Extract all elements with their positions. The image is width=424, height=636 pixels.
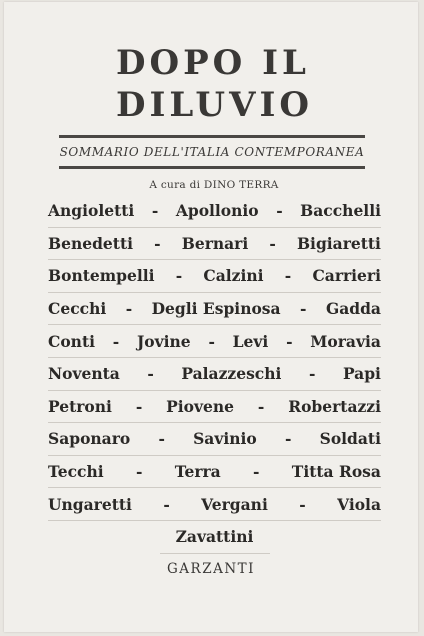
author-name: Palazzeschi	[181, 364, 282, 384]
separator-dash: -	[253, 462, 260, 482]
separator-dash: -	[300, 299, 307, 319]
author-row	[48, 456, 381, 489]
author-name: Jovine	[136, 331, 191, 351]
author-row	[48, 260, 381, 293]
author-name: Degli Espinosa	[151, 299, 281, 319]
author-name: Moravia	[310, 331, 381, 351]
author-name: Gadda	[325, 299, 381, 319]
author-name: Robertazzi	[288, 396, 381, 416]
author-name: Bernari	[181, 233, 249, 253]
separator-dash: -	[269, 233, 276, 253]
separator-dash: -	[151, 201, 159, 221]
separator-dash: -	[308, 364, 316, 384]
separator-dash: -	[163, 494, 170, 514]
top-rule	[59, 135, 365, 138]
separator-dash: -	[299, 494, 306, 514]
author-name: Conti	[48, 331, 95, 351]
publisher-name: GARZANTI	[167, 561, 255, 577]
author-name: Bigiaretti	[296, 233, 381, 253]
author-row	[48, 228, 381, 261]
author-row	[48, 293, 381, 326]
author-name: Bacchelli	[300, 201, 381, 221]
separator-dash: -	[158, 429, 165, 449]
author-row	[160, 521, 270, 554]
author-name: Apollonio	[175, 201, 259, 221]
author-name: Bontempelli	[48, 266, 155, 286]
separator-dash: -	[284, 429, 292, 449]
author-list	[48, 195, 381, 554]
book-cover	[4, 2, 418, 632]
author-row	[48, 325, 381, 358]
separator-dash: -	[112, 331, 120, 351]
separator-dash: -	[147, 364, 154, 384]
title-line-2: DILUVIO	[116, 85, 313, 125]
author-name: Papi	[342, 364, 381, 384]
author-name: Vergani	[201, 494, 268, 514]
separator-dash: -	[257, 396, 265, 416]
separator-dash: -	[135, 462, 143, 482]
author-name: Piovene	[166, 396, 235, 416]
author-name: Savinio	[193, 429, 257, 449]
author-name: Cecchi	[48, 299, 107, 319]
author-name: Noventa	[48, 364, 120, 384]
separator-dash: -	[286, 331, 293, 351]
author-row	[48, 195, 381, 228]
author-name: Soldati	[319, 429, 381, 449]
author-name: Benedetti	[48, 233, 134, 253]
author-name: Calzini	[203, 266, 264, 286]
author-name: Levi	[232, 331, 269, 351]
subtitle: SOMMARIO DELL'ITALIA CONTEMPORANEA	[59, 145, 365, 159]
author-name: Zavattini	[175, 527, 254, 547]
author-name: Titta Rosa	[291, 462, 381, 482]
author-name: Petroni	[48, 396, 112, 416]
separator-dash: -	[175, 266, 183, 286]
separator-dash: -	[135, 396, 143, 416]
author-name: Terra	[174, 462, 221, 482]
bottom-rule	[59, 166, 365, 169]
author-name: Viola	[337, 494, 381, 514]
author-name: Tecchi	[48, 462, 104, 482]
separator-dash: -	[154, 233, 161, 253]
title-line-1: DOPO IL	[116, 43, 310, 83]
separator-dash: -	[284, 266, 292, 286]
author-name: Saponaro	[48, 429, 131, 449]
author-row	[48, 488, 381, 521]
author-row	[48, 358, 381, 391]
author-row	[48, 423, 381, 456]
author-name: Ungaretti	[48, 494, 132, 514]
separator-dash: -	[125, 299, 133, 319]
separator-dash: -	[276, 201, 283, 221]
editor-credit: A cura di DINO TERRA	[149, 179, 279, 191]
author-name: Angioletti	[48, 201, 135, 221]
author-row	[48, 391, 381, 424]
author-name: Carrieri	[312, 266, 381, 286]
separator-dash: -	[208, 331, 215, 351]
